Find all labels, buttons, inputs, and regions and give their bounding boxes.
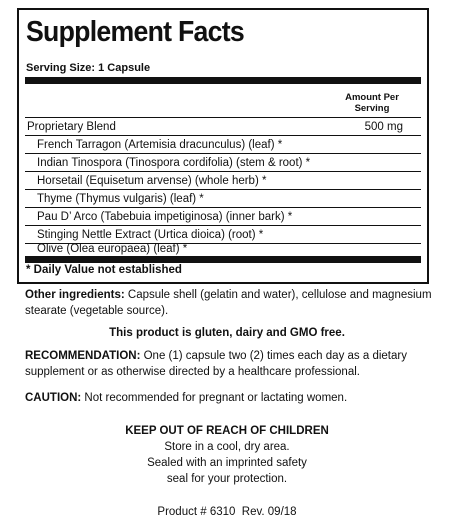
ingredient-name: Horsetail (Equisetum arvense) (whole herb) * [37,175,267,187]
daily-value-note: * Daily Value not established [26,264,182,276]
ingredient-name: French Tarragon (Artemisia dracunculus) (leaf) * [37,139,283,151]
amount-per-serving-header [342,92,402,114]
ingredient-name: Stinging Nettle Extract (Urtica dioica) (root) * [37,229,264,241]
ingredient-row [25,208,421,226]
storage-line: seal for your protection. [166,473,288,485]
serving-size: Serving Size: 1 Capsule [26,62,151,74]
facts-title: Supplement Facts [26,16,245,48]
caution-text: Not recommended for pregnant or lactating women. [81,392,348,404]
other-ingredients [25,287,437,319]
recommendation-label: RECOMMENDATION: [25,350,141,362]
ingredient-row [25,190,421,208]
storage-line: Store in a cool, dry area. [164,441,290,453]
amount-header-line2: Serving [354,103,390,114]
keep-out-heading: KEEP OUT OF REACH OF CHILDREN [125,425,329,437]
blend-row [25,118,421,136]
other-ingredients-label: Other ingredients: [25,289,125,301]
amount-header-line1: Amount Per [345,92,399,103]
storage-block [17,423,437,487]
storage-line: Sealed with an imprinted safety [147,457,307,469]
ingredient-name: Olive (Olea europaea) (leaf) * [37,243,188,255]
supplement-facts-panel [17,8,429,284]
ingredient-name: Thyme (Thymus vulgaris) (leaf) * [37,193,204,205]
recommendation-text: One (1) capsule two (2) times each day as a dietary supplement or as otherwise directed by a healthcare professional. [25,350,407,378]
top-divider-bar [25,77,421,84]
recommendation [25,348,420,380]
bottom-divider-bar [25,256,421,263]
caution [25,390,437,406]
ingredient-row [25,172,421,190]
blend-name: Proprietary Blend [27,121,116,133]
ingredient-row [25,136,421,154]
other-ingredients-text: Capsule shell (gelatin and water), cellulose and magnesium stearate (vegetable source). [25,289,432,317]
blend-amount: 500 mg [364,121,403,133]
ingredient-name: Pau D’ Arco (Tabebuia impetiginosa) (inner bark) * [37,211,293,223]
ingredient-name: Indian Tinospora (Tinospora cordifolia) (stem & root) * [37,157,311,169]
free-statement: This product is gluten, dairy and GMO free. [109,327,345,339]
ingredient-row [25,154,421,172]
product-number: Product # 6310 Rev. 09/18 [157,506,297,518]
caution-label: CAUTION: [25,392,82,404]
